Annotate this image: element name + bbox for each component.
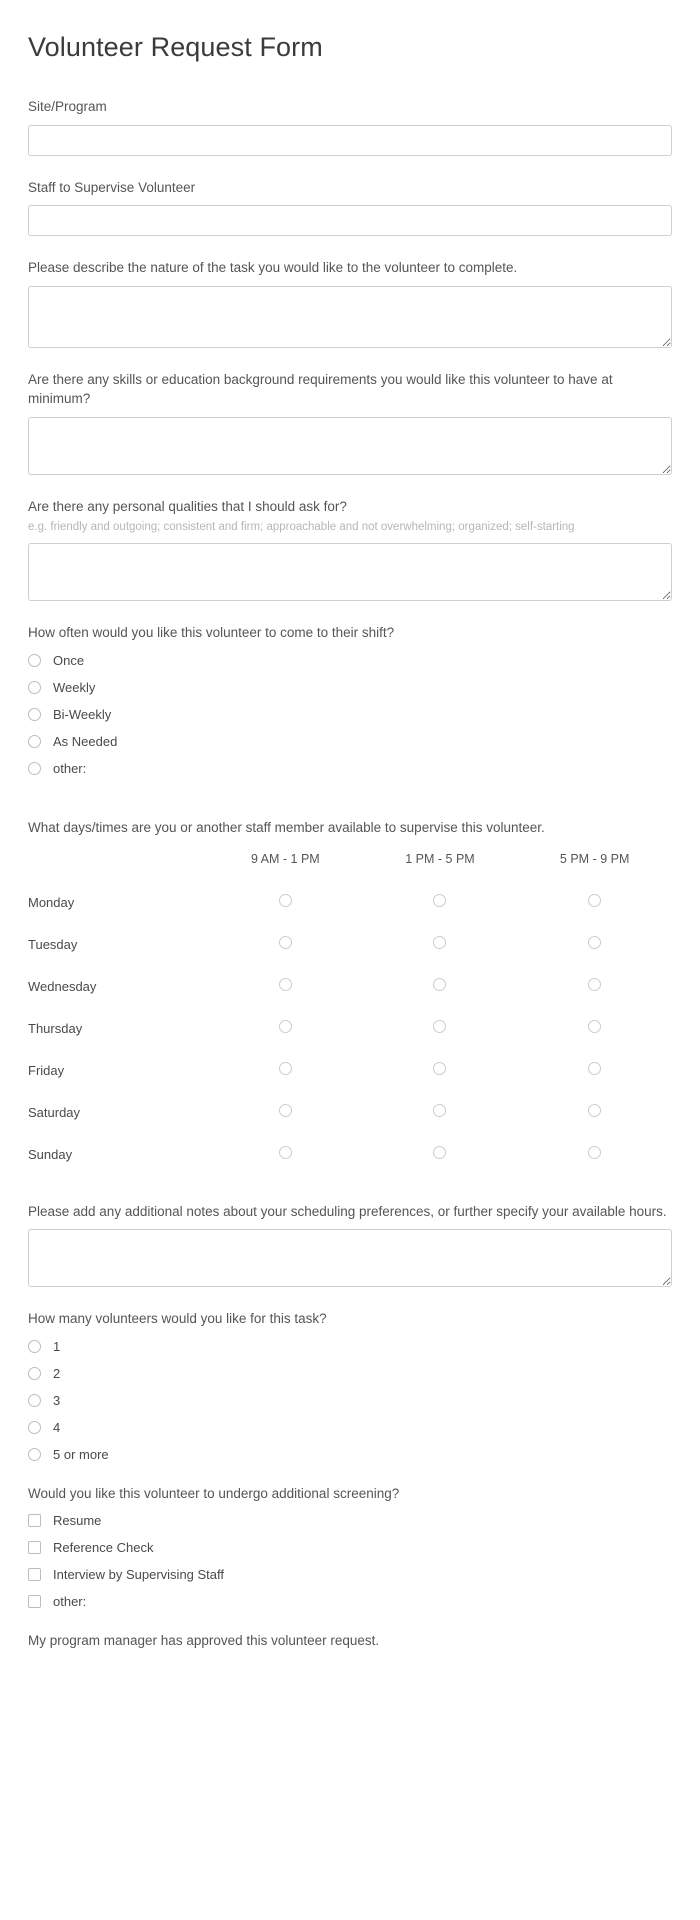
table-row: [28, 1050, 672, 1092]
field-site-program: [28, 97, 672, 156]
radio-icon[interactable]: [28, 762, 41, 775]
label-scheduling-notes: Please add any additional notes about your scheduling preferences, or further specify your available hours.: [28, 1203, 667, 1219]
radio-icon[interactable]: [433, 978, 446, 991]
radio-icon[interactable]: [279, 978, 292, 991]
table-row: [28, 1092, 672, 1134]
label-frequency: How often would you like this volunteer to come to their shift?: [28, 625, 395, 641]
grid-row-label-wednesday: Wednesday: [28, 979, 97, 995]
checkbox-option-other[interactable]: [28, 1594, 672, 1609]
radio-option-count-4[interactable]: [28, 1420, 672, 1435]
grid-row-label-tuesday: Tuesday: [28, 937, 78, 953]
label-personal-qualities: Are there any personal qualities that I should ask for?: [28, 498, 347, 514]
grid-cell-thursday-afternoon[interactable]: [363, 1008, 518, 1050]
radio-icon[interactable]: [588, 936, 601, 949]
table-row: [28, 924, 672, 966]
radio-icon[interactable]: [588, 978, 601, 991]
grid-cell-monday-morning[interactable]: [208, 882, 363, 924]
radio-icon[interactable]: [433, 936, 446, 949]
grid-cell-tuesday-morning[interactable]: [208, 924, 363, 966]
label-skills-education: Are there any skills or education background requirements you would like this volunteer to have at minimum?: [28, 371, 613, 407]
grid-cell-saturday-evening[interactable]: [517, 1092, 672, 1134]
grid-row-label-friday: Friday: [28, 1063, 65, 1079]
grid-cell-friday-morning[interactable]: [208, 1050, 363, 1092]
grid-row-label-saturday: Saturday: [28, 1105, 81, 1121]
option-label: As Needed: [53, 734, 118, 750]
radio-option-weekly[interactable]: [28, 680, 672, 695]
option-label: Once: [53, 653, 85, 669]
field-screening: [28, 1484, 672, 1610]
option-label: other:: [53, 761, 87, 777]
field-scheduling-notes: [28, 1202, 672, 1288]
task-nature-textarea[interactable]: [28, 286, 672, 348]
grid-cell-monday-afternoon[interactable]: [363, 882, 518, 924]
checkbox-option-interview[interactable]: [28, 1567, 672, 1582]
table-row: [28, 1008, 672, 1050]
staff-supervise-input[interactable]: [28, 205, 672, 236]
grid-cell-wednesday-morning[interactable]: [208, 966, 363, 1008]
radio-option-count-3[interactable]: [28, 1393, 672, 1408]
grid-cell-thursday-evening[interactable]: [517, 1008, 672, 1050]
personal-qualities-textarea[interactable]: [28, 543, 672, 601]
radio-option-once[interactable]: [28, 653, 672, 668]
checkbox-icon[interactable]: [28, 1568, 41, 1581]
grid-cell-saturday-morning[interactable]: [208, 1092, 363, 1134]
checkbox-icon[interactable]: [28, 1595, 41, 1608]
label-site-program: Site/Program: [28, 99, 107, 114]
option-label: 3: [53, 1392, 61, 1408]
grid-cell-tuesday-evening[interactable]: [517, 924, 672, 966]
field-skills-education: [28, 370, 672, 475]
grid-cell-sunday-evening[interactable]: [517, 1134, 672, 1176]
radio-icon[interactable]: [588, 1020, 601, 1033]
grid-col-header-morning: 9 AM - 1 PM: [250, 851, 320, 866]
radio-icon[interactable]: [28, 708, 41, 721]
field-volunteer-count: [28, 1309, 672, 1462]
grid-cell-wednesday-evening[interactable]: [517, 966, 672, 1008]
checkbox-icon[interactable]: [28, 1541, 41, 1554]
radio-icon[interactable]: [28, 681, 41, 694]
radio-option-other[interactable]: [28, 761, 672, 776]
radio-option-count-5-or-more[interactable]: [28, 1447, 672, 1462]
radio-icon[interactable]: [279, 936, 292, 949]
spacer: [28, 798, 672, 804]
radio-icon[interactable]: [433, 1146, 446, 1159]
radio-option-as-needed[interactable]: [28, 734, 672, 749]
grid-cell-wednesday-afternoon[interactable]: [363, 966, 518, 1008]
radio-icon[interactable]: [588, 1146, 601, 1159]
table-row: [28, 1134, 672, 1176]
option-label: other:: [53, 1594, 87, 1610]
field-task-nature: [28, 258, 672, 348]
radio-icon[interactable]: [28, 1448, 41, 1461]
radio-icon[interactable]: [433, 1104, 446, 1117]
checkbox-icon[interactable]: [28, 1514, 41, 1527]
hint-personal-qualities: e.g. friendly and outgoing; consistent and firm; approachable and not overwhelming; organized; self-starting: [28, 521, 575, 534]
field-availability: [28, 818, 672, 1176]
field-frequency: [28, 623, 672, 776]
option-label: Bi-Weekly: [53, 707, 112, 723]
label-volunteer-count: How many volunteers would you like for this task?: [28, 1311, 327, 1327]
grid-cell-friday-evening[interactable]: [517, 1050, 672, 1092]
radio-icon[interactable]: [279, 1020, 292, 1033]
radio-icon[interactable]: [588, 1104, 601, 1117]
grid-header-row: [28, 846, 672, 882]
option-label: 4: [53, 1419, 61, 1435]
radio-icon[interactable]: [588, 894, 601, 907]
grid-row-label-sunday: Sunday: [28, 1147, 73, 1163]
option-label: Interview by Supervising Staff: [53, 1567, 225, 1583]
site-program-input[interactable]: [28, 125, 672, 156]
field-staff-supervise: [28, 178, 672, 237]
grid-cell-friday-afternoon[interactable]: [363, 1050, 518, 1092]
radio-icon[interactable]: [28, 1367, 41, 1380]
option-label: Resume: [53, 1513, 102, 1529]
radio-icon[interactable]: [433, 1020, 446, 1033]
grid-cell-sunday-afternoon[interactable]: [363, 1134, 518, 1176]
grid-col-header-afternoon: 1 PM - 5 PM: [405, 851, 475, 866]
table-row: [28, 966, 672, 1008]
label-staff-supervise: Staff to Supervise Volunteer: [28, 179, 196, 195]
option-label: 2: [53, 1365, 61, 1381]
checkbox-option-reference-check[interactable]: [28, 1540, 672, 1555]
grid-corner: [28, 846, 208, 882]
label-screening: Would you like this volunteer to undergo additional screening?: [28, 1485, 400, 1501]
skills-education-textarea[interactable]: [28, 417, 672, 475]
radio-icon[interactable]: [279, 1146, 292, 1159]
scheduling-notes-textarea[interactable]: [28, 1229, 672, 1287]
radio-icon[interactable]: [279, 894, 292, 907]
frequency-radio-group: [28, 653, 672, 776]
grid-col-header-evening: 5 PM - 9 PM: [559, 851, 630, 866]
radio-icon[interactable]: [433, 1062, 446, 1075]
checkbox-option-resume[interactable]: [28, 1513, 672, 1528]
grid-cell-sunday-morning[interactable]: [208, 1134, 363, 1176]
field-personal-qualities: [28, 497, 672, 602]
radio-icon[interactable]: [28, 654, 41, 667]
availability-grid: [28, 846, 672, 1176]
grid-cell-tuesday-afternoon[interactable]: [363, 924, 518, 966]
option-label: 5 or more: [53, 1446, 109, 1462]
radio-icon[interactable]: [588, 1062, 601, 1075]
option-label: Reference Check: [53, 1540, 154, 1556]
radio-icon[interactable]: [279, 1104, 292, 1117]
option-label: Weekly: [53, 680, 96, 696]
label-task-nature: Please describe the nature of the task you would like to the volunteer to complete.: [28, 260, 518, 276]
grid-row-label-thursday: Thursday: [28, 1021, 83, 1037]
radio-icon[interactable]: [433, 894, 446, 907]
approval-statement: My program manager has approved this volunteer request.: [28, 1633, 380, 1649]
grid-row-label-monday: Monday: [28, 895, 75, 911]
radio-icon[interactable]: [28, 1340, 41, 1353]
radio-icon[interactable]: [28, 735, 41, 748]
radio-option-count-2[interactable]: [28, 1366, 672, 1381]
screening-checkbox-group: [28, 1513, 672, 1609]
radio-option-biweekly[interactable]: [28, 707, 672, 722]
page-title: Volunteer Request Form: [28, 32, 323, 62]
table-row: [28, 882, 672, 924]
grid-cell-thursday-morning[interactable]: [208, 1008, 363, 1050]
label-availability: What days/times are you or another staff member available to supervise this volunteer.: [28, 820, 545, 836]
grid-cell-monday-evening[interactable]: [517, 882, 672, 924]
grid-cell-saturday-afternoon[interactable]: [363, 1092, 518, 1134]
radio-icon[interactable]: [28, 1421, 41, 1434]
option-label: 1: [53, 1338, 61, 1354]
radio-icon[interactable]: [28, 1394, 41, 1407]
radio-icon[interactable]: [279, 1062, 292, 1075]
volunteer-count-radio-group: [28, 1339, 672, 1462]
radio-option-count-1[interactable]: [28, 1339, 672, 1354]
